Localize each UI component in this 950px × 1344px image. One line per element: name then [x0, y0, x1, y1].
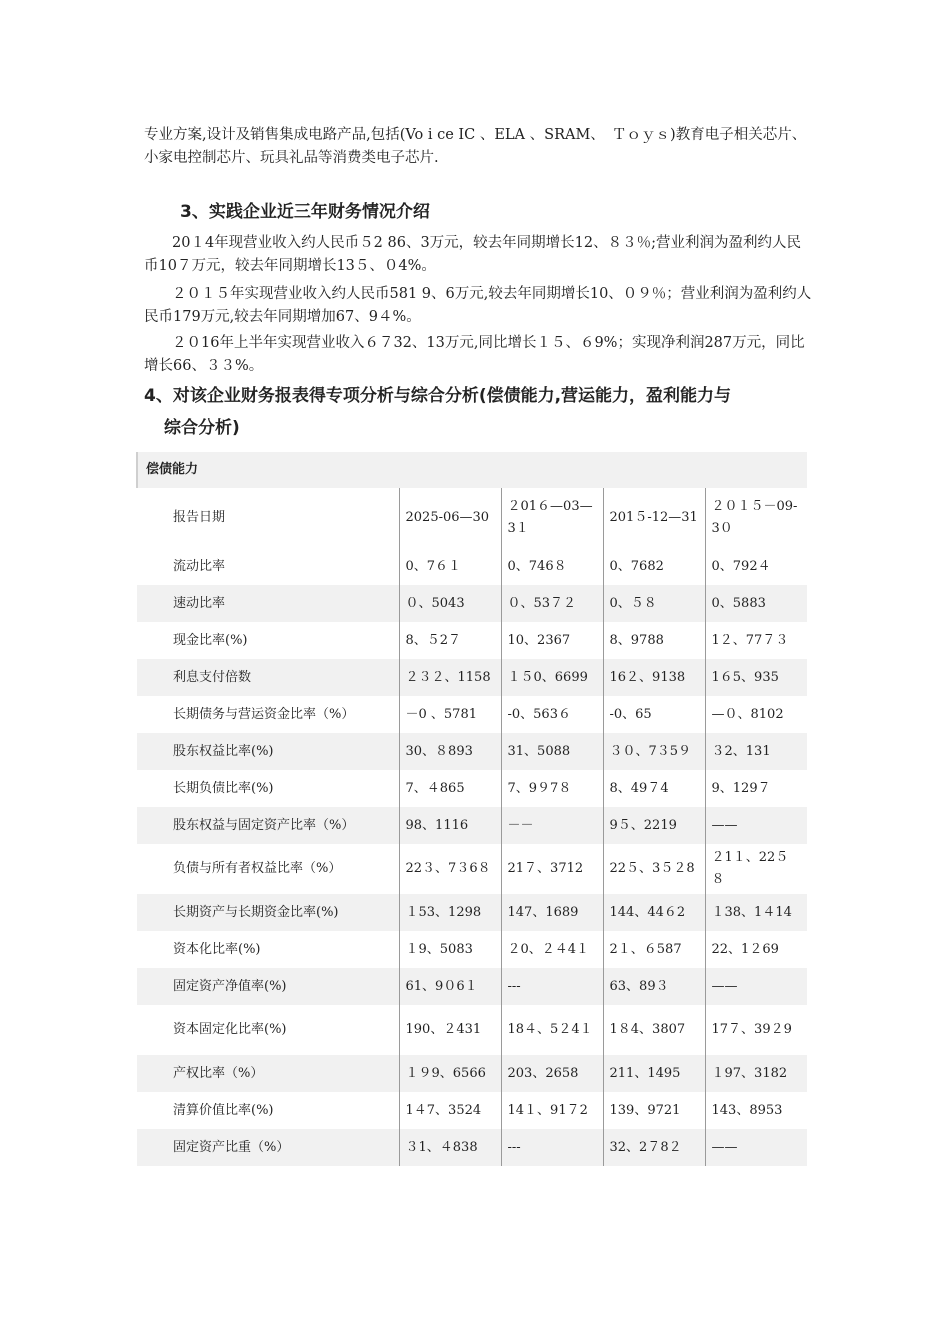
value-cell: 61、9０6１ — [399, 968, 501, 1005]
section-label: 偿债能力 — [137, 452, 807, 488]
value-cell: 63、89３ — [603, 968, 705, 1005]
value-cell: 7、9９7８ — [501, 770, 603, 807]
value-cell: １38、1４14 — [705, 894, 807, 931]
value-cell: １97、3182 — [705, 1055, 807, 1092]
value-cell: 1８4、3807 — [603, 1005, 705, 1055]
table-row — [137, 585, 807, 622]
table-section-header — [137, 452, 807, 488]
table-row — [137, 844, 807, 894]
solvency-table-body — [137, 452, 807, 1166]
row-label: 长期债务与营运资金比率（%） — [173, 706, 355, 722]
paragraph-2014: 20１4年现营业收入约人民币５2 86、3万元，较去年同期增长12、８３％;营业利润为盈利约人民币10７万元，较去年同期增长13５、０4%。 — [144, 235, 802, 274]
row-label: 速动比率 — [137, 585, 399, 622]
date-header-cell: 2025-06—30 — [399, 488, 501, 548]
table-row — [137, 968, 807, 1005]
value-cell: 31、5088 — [501, 733, 603, 770]
value-cell: 211、1495 — [603, 1055, 705, 1092]
value-cell: 144、44６2 — [603, 894, 705, 931]
value-cell: 32、2７8２ — [603, 1129, 705, 1166]
value-cell: 30、８893 — [399, 733, 501, 770]
row-label: 固定资产净值率(%) — [137, 968, 399, 1005]
value-cell: 9５、2219 — [603, 807, 705, 844]
row-label: 现金比率(%) — [173, 632, 248, 648]
table-row — [137, 931, 807, 968]
value-cell: 190、２431 — [399, 1005, 501, 1055]
value-cell: 22、1２69 — [705, 931, 807, 968]
value-cell: 0、5883 — [705, 585, 807, 622]
table-row — [137, 807, 807, 844]
row-label: 流动比率 — [173, 558, 226, 574]
value-cell: 18４、5２4１ — [501, 1005, 603, 1055]
table-row — [137, 1005, 807, 1055]
row-label: 资本固定化比率(%) — [173, 1022, 287, 1037]
value-cell: -0、65 — [603, 696, 705, 733]
value-cell: 16２、9138 — [603, 659, 705, 696]
value-cell: 22３、7３6８ — [399, 844, 501, 894]
row-label: 长期负债比率(%) — [173, 780, 274, 796]
value-cell: 0、５８ — [603, 585, 705, 622]
value-cell: 7、４865 — [399, 770, 501, 807]
paragraph-2015: ２０１５年实现营业收入约人民币581 9、6万元,较去年同期增长10、０９％；营业利润为盈利约人民币179万元,较去年同期增加67、9４%。 — [144, 286, 812, 325]
value-cell: 0、7６１ — [399, 548, 501, 585]
section4-heading — [144, 380, 814, 444]
value-cell: -0、563６ — [501, 696, 603, 733]
value-cell: --- — [501, 968, 603, 1005]
date-header-cell: ２０１５－09-3０ — [705, 488, 807, 548]
value-cell: 98、1116 — [399, 807, 501, 844]
value-cell: ２0、２４4１ — [501, 931, 603, 968]
table-row — [137, 770, 807, 807]
row-label: 清算价值比率(%) — [173, 1102, 274, 1118]
value-cell: 10、2367 — [501, 622, 603, 659]
paragraph-2016: ２０16年上半年实现营业收入６７32、13万元,同比增长１５、６9%；实现净利润287万元，同比增长66、３３%。 — [144, 335, 805, 374]
row-label: 固定资产比重（%） — [137, 1129, 399, 1166]
date-header-row — [137, 488, 807, 548]
value-cell: ３０、7３5９ — [603, 733, 705, 770]
row-label: 长期资产与长期资金比率(%) — [137, 894, 399, 931]
value-cell: 9、129７ — [705, 770, 807, 807]
table-row — [137, 622, 807, 659]
value-cell: 17７、39２9 — [705, 1005, 807, 1055]
date-header-cell: ２01６—03—3１ — [501, 488, 603, 548]
row-label: 负债与所有者权益比率（%） — [173, 861, 342, 876]
value-cell: 139、9721 — [603, 1092, 705, 1129]
table-row — [137, 659, 807, 696]
value-cell: --- — [501, 1129, 603, 1166]
value-cell: １５0、6699 — [501, 659, 603, 696]
table-row — [137, 696, 807, 733]
value-cell: －0 、5781 — [399, 696, 501, 733]
row-label: 资本化比率(%) — [173, 941, 261, 957]
value-cell: 21７、3712 — [501, 844, 603, 894]
value-cell: —０、8102 — [705, 696, 807, 733]
value-cell: ２1１、22５８ — [705, 844, 807, 894]
value-cell: 0、792４ — [705, 548, 807, 585]
value-cell: 143、8953 — [705, 1092, 807, 1129]
value-cell: ０、53７２ — [501, 585, 603, 622]
section4-heading-line2: 综合分析) — [164, 418, 240, 438]
table-row — [137, 1129, 807, 1166]
row-label: 产权比率（%） — [137, 1055, 399, 1092]
value-cell: ０、5043 — [399, 585, 501, 622]
value-cell: 1６5、935 — [705, 659, 807, 696]
table-row — [137, 548, 807, 585]
value-cell: 22５、3５２8 — [603, 844, 705, 894]
section4-heading-line1: 4、对该企业财务报表得专项分析与综合分析(偿债能力,营运能力，盈利能力与 — [144, 386, 732, 406]
value-cell: －－ — [501, 807, 603, 844]
value-cell: 203、2658 — [501, 1055, 603, 1092]
date-header-cell: 201５-12—31 — [603, 488, 705, 548]
value-cell: １9、5083 — [399, 931, 501, 968]
value-cell: ３1、４838 — [399, 1129, 501, 1166]
table-row — [137, 894, 807, 931]
row-label: 利息支付倍数 — [137, 659, 399, 696]
value-cell: 8、9788 — [603, 622, 705, 659]
value-cell: 14１、91７2 — [501, 1092, 603, 1129]
value-cell: 0、746８ — [501, 548, 603, 585]
value-cell: 8、５2７ — [399, 622, 501, 659]
section3-heading: 3、实践企业近三年财务情况介绍 — [180, 202, 430, 222]
value-cell: —— — [705, 807, 807, 844]
value-cell: ３2、131 — [705, 733, 807, 770]
value-cell: １53、1298 — [399, 894, 501, 931]
value-cell: 0、7682 — [603, 548, 705, 585]
row-label: 股东权益比率(%) — [137, 733, 399, 770]
value-cell: —— — [705, 1129, 807, 1166]
value-cell: ２３２、1158 — [399, 659, 501, 696]
value-cell: 8、49７4 — [603, 770, 705, 807]
solvency-table — [136, 452, 807, 1166]
header-label: 报告日期 — [173, 510, 226, 525]
row-label: 股东权益与固定资产比率（%） — [137, 807, 399, 844]
value-cell: １９9、6566 — [399, 1055, 501, 1092]
table-row — [137, 1092, 807, 1129]
value-cell: 2１、６587 — [603, 931, 705, 968]
table-row — [137, 733, 807, 770]
value-cell: 1２、77７３ — [705, 622, 807, 659]
value-cell: —— — [705, 968, 807, 1005]
intro-paragraph: 专业方案,设计及销售集成电路产品,包括(Vo i ce IC 、ELA 、SRAM、 Ｔｏｙｓ)教育电子相关芯片、小家电控制芯片、玩具礼品等消费类电子芯片. — [144, 127, 807, 166]
value-cell: 147、1689 — [501, 894, 603, 931]
table-row — [137, 1055, 807, 1092]
value-cell: 1４7、3524 — [399, 1092, 501, 1129]
